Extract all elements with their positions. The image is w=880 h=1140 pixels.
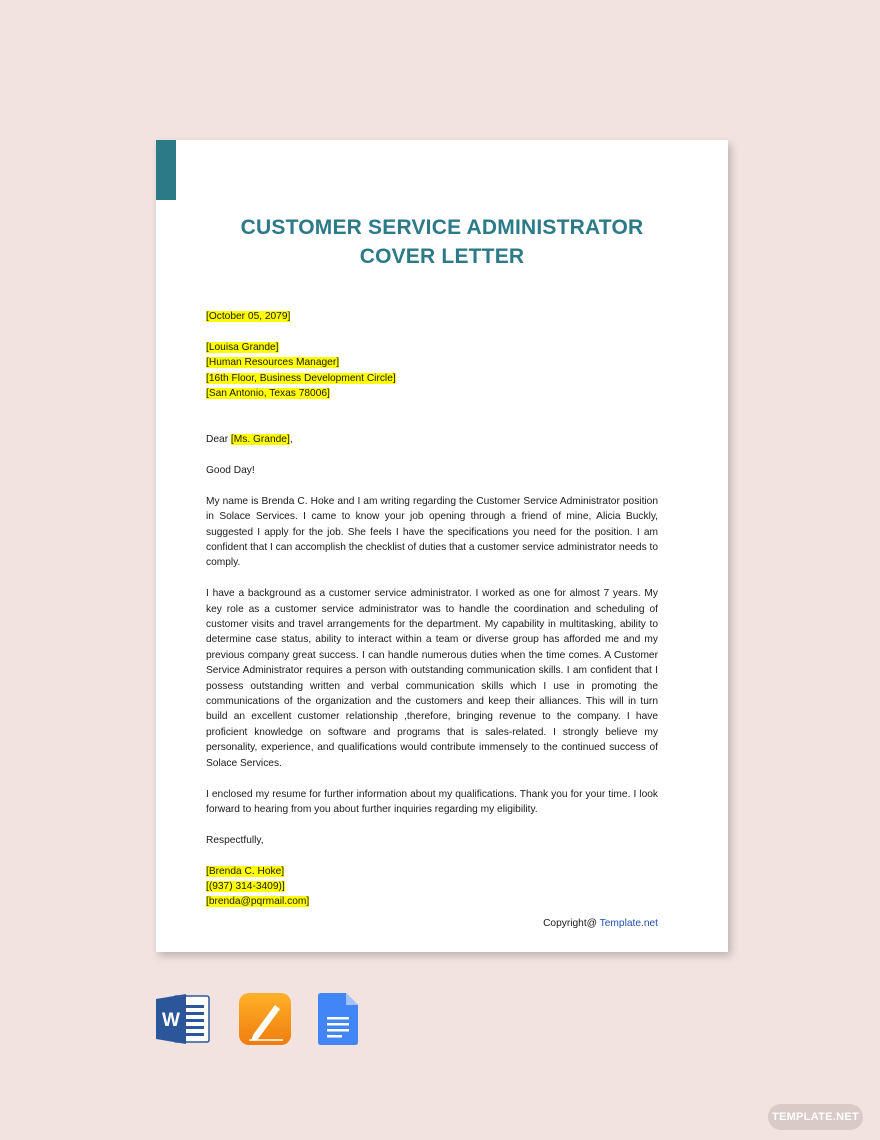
copyright-link[interactable]: Template.net: [599, 918, 658, 929]
watermark-badge: TEMPLATE.NET: [768, 1104, 863, 1130]
greeting: Good Day!: [206, 465, 255, 477]
signature-phone: [(937) 314-3409)]: [206, 880, 285, 892]
letter-page: [156, 140, 728, 952]
word-icon[interactable]: [156, 993, 210, 1045]
title-line-1: CUSTOMER SERVICE ADMINISTRATOR: [240, 216, 644, 239]
recipient-position: [Human Resources Manager]: [206, 357, 340, 369]
paragraph-1: My name is Brenda C. Hoke and I am writing regarding the Customer Service Administrator position in Solace Services. I came to know your job opening through a friend of mine, Alicia Buckly, suggested I apply for the job. She feels I have the specifications you need for the position. I am confident that I can accomplish the checklist of duties that a customer service administrator needs to comply.: [206, 495, 658, 569]
closing: Respectfully,: [206, 834, 264, 846]
salutation-name: [Ms. Grande]: [230, 434, 290, 446]
google-docs-icon[interactable]: [318, 993, 358, 1045]
letter-body: [206, 309, 658, 910]
recipient-address-1: [16th Floor, Business Development Circle]: [206, 372, 396, 384]
recipient-name: [Louisa Grande]: [206, 341, 279, 353]
salutation: Dear [Ms. Grande],: [206, 434, 293, 446]
signature-email: [brenda@pqrmail.com]: [206, 896, 310, 908]
paragraph-3: I enclosed my resume for further information about my qualifications. Thank you for your time. I look forward to hearing from you about further inquiries regarding my eligibility.: [206, 788, 658, 815]
date: [October 05, 2079]: [206, 311, 291, 322]
copyright: Copyright@ Template.net: [543, 918, 658, 929]
title-line-2: COVER LETTER: [359, 245, 525, 268]
accent-bar: [156, 140, 176, 200]
signature-name: [Brenda C. Hoke]: [206, 865, 285, 877]
paragraph-2: I have a background as a customer service administrator. I worked as one for almost 7 years. My key role as a customer service administrator was to handle the coordination and scheduling of customer visits and travel arrangements for the department. My capability in multitasking, ability to determine case status, ability to interact within a team or diverse group has afforded me and my previous company great success. I can handle numerous duties when the time comes. A Customer Service Administrator requires a person with outstanding communication skills. I am confident that I possess outstanding written and verbal communication skills which I use in promoting the communications of the organization and the customers and keep their alliances. This will in turn build an excellent customer relationship ,therefore, bringing revenue to the company. I have proficient knowledge on software and programs that is sales-related. I strongly believe my personality, experience, and qualifications would contribute immensely to the continued success of Solace Services.: [206, 588, 658, 769]
document-title: [156, 213, 728, 271]
pages-icon[interactable]: [239, 993, 291, 1045]
svg-text:W: W: [162, 1010, 180, 1031]
recipient-address-2: [San Antonio, Texas 78006]: [206, 388, 330, 400]
